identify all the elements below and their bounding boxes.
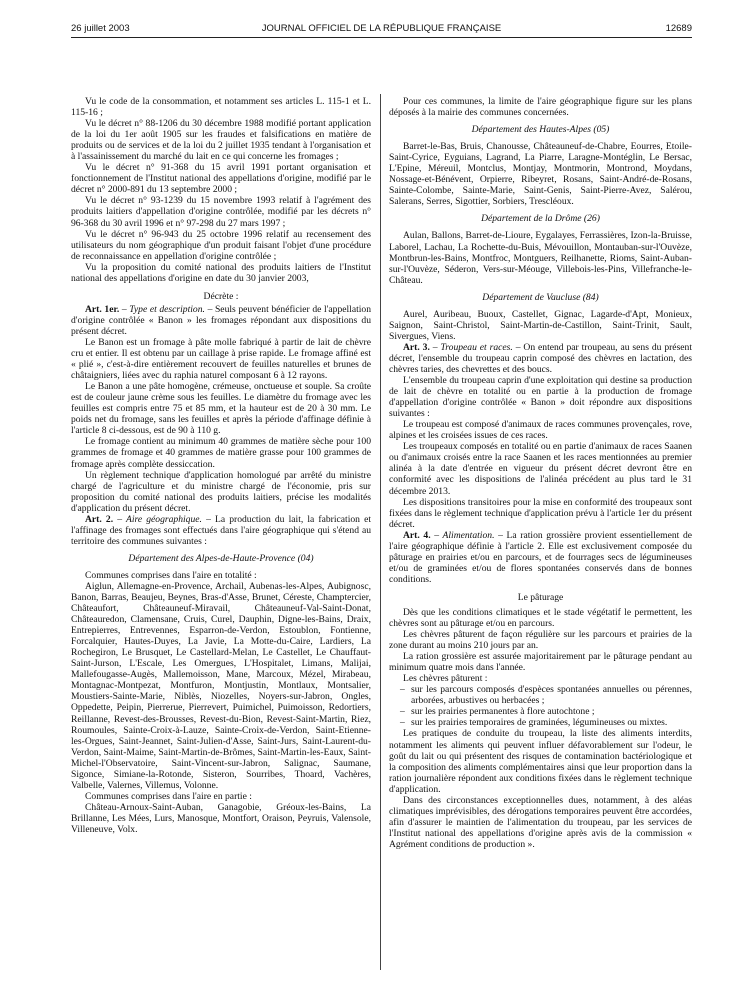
article-title: – Troupeau et races. <box>432 341 513 353</box>
article-1 <box>71 304 371 337</box>
body-paragraph: Les chèvres pâturent de façon régulière sur les parcours et prairies de la zone durant au moins 210 jours par an. <box>389 629 692 652</box>
article-title: – Aire géographique. <box>117 513 202 525</box>
visa-paragraph: Vu le décret n° 91-368 du 15 avril 1991 portant organisation et fonctionnement de l'Institut national des appellations d'origine, modifié par le décret n° 2000-891 du 13 septembre 2000 ; <box>71 162 371 196</box>
visa-paragraph: Vu le décret n° 88-1206 du 30 décembre 1988 modifié portant application de la loi du 1er août 1905 sur les fraudes et falsifications en matière de produits ou de services et de la loi du 2 juillet 1935 tendant à l'organisation et à l'assainissement du marché du lait en ce qui concerne les fromages ; <box>71 118 371 163</box>
body-paragraph: Le troupeau est composé d'animaux de races communes provençales, rove, alpines et les croisées issues de ces races. <box>389 419 692 442</box>
communes-label: Communes comprises dans l'aire en totalité : <box>85 569 257 581</box>
article-2 <box>71 514 371 547</box>
list-item: – sur les parcours composés d'espèces spontanées annuelles ou pérennes, arborées, arbustives ou herbacées ; <box>411 684 692 706</box>
body-paragraph: Les pratiques de conduite du troupeau, la liste des aliments interdits, notamment les aliments qui peuvent influer défavorablement sur l'odeur, le goût du lait ou qui présentent des risques de contamination bactériologique et la composition des aliments complémentaires ainsi que leur proportion dans la ration journalière répondent aux conditions fixées dans le règlement technique d'application. <box>389 728 692 795</box>
header-rule <box>71 37 692 38</box>
body-paragraph: Pour ces communes, la limite de l'aire géographique figure sur les plans déposés à la mairie des communes concernées. <box>389 96 692 119</box>
department-heading: Département des Alpes-de-Haute-Provence (04) <box>128 552 314 564</box>
article-text: – Seuls peuvent bénéficier de l'appellation d'origine contrôlée « Banon » les fromages répondant aux dispositions du présent décret. <box>71 303 372 337</box>
communes-list: Aiglun, Allemagne-en-Provence, Archail, Aubenas-les-Alpes, Aubignosc, Banon, Barras, Beaujeu, Beynes, Bras-d'Asse, Brunet, Céreste, Champtercier, Châteaufort, Châteauneuf-Miravail, Châteauneuf-Val-Saint-Donat, Châteauredon, Clamensane, Cruis, Curel, Dauphin, Digne-les-Bains, Draix, Entrepierres, Entrevennes, Esparron-de-Verdon, Estoublon, Fontienne, Forcalquier, Hautes-Duyes, La Javie, La Motte-du-Caire, Lardiers, La Rochegiron, Le Brusquet, Le Castellard-Melan, Le Castellet, Le Chauffaut-Saint-Jurson, L'Escale, Les Omergues, L'Hospitalet, Limans, Malijai, Mallefougasse-Augès, Mallemoisson, Mane, Marcoux, Mézel, Mirabeau, Montagnac-Montpezat, Montfuron, Montjustin, Montlaux, Montsalier, Moustiers-Sainte-Marie, Niblès, Niozelles, Noyers-sur-Jabron, Ongles, Oppedette, Peipin, Pierrerue, Pierrevert, Puimichel, Puimoisson, Redortiers, Reillanne, Revest-des-Brousses, Revest-du-Bion, Revest-Saint-Martin, Riez, Roumoules, Sainte-Croix-à-Lauze, Sainte-Croix-de-Verdon, Saint-Etienne-les-Orgues, Saint-Jeannet, Saint-Julien-d'Asse, Saint-Jurs, Saint-Laurent-du-Verdon, Saint-Maime, Saint-Martin-de-Brômes, Saint-Martin-les-Eaux, Saint-Michel-l'Observatoire, Saint-Vincent-sur-Jabron, Salignac, Saumane, Sigonce, Simiane-la-Rotonde, Sisteron, Sourribes, Thoard, Vachères, Valbelle, Valernes, Villemus, Volonne. <box>71 580 372 791</box>
department-heading: Département de Vaucluse (84) <box>482 291 599 303</box>
right-column <box>389 96 692 850</box>
body-paragraph: Les troupeaux composés en totalité ou en partie d'animaux de races Saanen ou d'animaux croisés entre la race Saanen et les races mentionnées au premier alinéa à la date d'entrée en vigueur du présent décret devront être en conformité avec les dispositions de l'alinéa précédent au plus tard le 31 décembre 2013. <box>389 441 692 497</box>
pasture-list <box>389 684 692 728</box>
visa-paragraph: Vu le décret n° 93-1239 du 15 novembre 1993 relatif à l'agrément des produits laitiers d'appellation d'origine contrôlée, modifié par les décrets n° 96-368 du 30 avril 1996 et n° 97-298 du 27 mars 1997 ; <box>71 195 371 229</box>
article-text: – La ration grossière provient essentiellement de l'aire géographique définie à l'article 2. Elle est exclusivement composée du pâturage en prairies et/ou en parcours, et de fourrages secs de légumineuses et/ou de graminées et/ou de flores spontanées conservés dans de bonnes conditions. <box>389 529 692 585</box>
body-paragraph: Le Banon a une pâte homogène, crémeuse, onctueuse et souple. Sa croûte est de couleur jaune crème sous les feuilles. Le diamètre du fromage avec les feuilles est compris entre 75 et 85 mm, et la hauteur est de 20 à 30 mm. Le poids net du fromage, sans les feuilles et après la période d'affinage définie à l'article 8 ci-dessous, est de 90 à 110 g. <box>71 381 371 437</box>
journal-title: JOURNAL OFFICIEL DE LA RÉPUBLIQUE FRANÇAISE <box>261 23 502 34</box>
body-paragraph: Les chèvres pâturent : <box>403 673 488 685</box>
body-paragraph: Un règlement technique d'application homologué par arrêté du ministre chargé de l'agriculture et du ministre chargé de l'économie, pris sur proposition du comité national des produits laitiers, précise les modalités d'application du présent décret. <box>71 469 371 514</box>
department-heading: Département de la Drôme (26) <box>481 213 600 225</box>
column-divider <box>380 94 381 970</box>
body-paragraph: Dans des circonstances exceptionnelles dues, notamment, à des aléas climatiques imprévisibles, des dérogations temporaires peuvent être accordées, afin d'assurer le maintien de l'alimentation du troupeau, par les services de l'Institut national des appellations d'origine après avis de la commission « Agrément conditions de production ». <box>389 794 692 850</box>
article-text: – La production du lait, la fabrication et l'affinage des fromages sont effectués dans l'aire géographique qui s'étend au territoire des communes suivantes : <box>71 513 371 547</box>
visa-paragraph: Vu le code de la consommation, et notamment ses articles L. 115-1 et L. 115-16 ; <box>71 96 371 119</box>
visa-paragraph: Vu la proposition du comité national des produits laitiers de l'Institut national des appellations d'origine en date du 30 janvier 2003, <box>71 261 371 284</box>
body-paragraph: Le Banon est un fromage à pâte molle fabriqué à partir de lait de chèvre cru et entier. Il est obtenu par un caillage à prise rapide. Le fromage affiné est « plié », c'est-à-dire entièrement recouvert de feuilles naturelles et brunes de châtaigniers, liées avec du raphia naturel composant 6 à 12 rayons. <box>71 336 371 382</box>
body-paragraph: Le fromage contient au minimum 40 grammes de matière sèche pour 100 grammes de fromage et 40 grammes de matière grasse pour 100 grammes de fromage après complète dessiccation. <box>71 436 371 470</box>
article-label: Art. 3. <box>403 341 430 353</box>
article-text: – On entend par troupeau, au sens du présent décret, l'ensemble du troupeau caprin composé des chèvres en lactation, des chèvres taries, des chevrettes et des boucs. <box>389 341 693 375</box>
decrete-heading: Décrète : <box>203 290 239 302</box>
left-column <box>71 96 371 835</box>
page-number: 12689 <box>665 23 692 34</box>
communes-label: Communes comprises dans l'aire en partie : <box>85 790 252 802</box>
list-item: – sur les prairies permanentes à flore autochtone ; <box>411 706 692 717</box>
page-header <box>71 20 692 36</box>
article-title: – Alimentation. <box>434 529 495 541</box>
body-paragraph: La ration grossière est assurée majoritairement par le pâturage pendant au minimum quatre mois dans l'année. <box>389 651 692 674</box>
list-item: – sur les prairies temporaires de graminées, légumineuses ou mixtes. <box>411 717 692 728</box>
body-paragraph: Les dispositions transitoires pour la mise en conformité des troupeaux sont fixées dans le règlement technique d'application prévu à l'article 1er du présent décret. <box>389 496 692 530</box>
article-label: Art. 4. <box>403 529 431 541</box>
communes-list: Barret-le-Bas, Bruis, Chanousse, Châteauneuf-de-Chabre, Eourres, Etoile-Saint-Cyrice, Eyguians, Lagrand, La Piarre, Laragne-Montéglin, Le Bersac, L'Epine, Méreuil, Montclus, Montjay, Montmorin, Montrond, Moydans, Nossage-et-Bénévent, Orpierre, Ribeyret, Rosans, Saint-André-de-Rosans, Sainte-Colombe, Sainte-Marie, Saint-Genis, Saint-Pierre-Avez, Salérou, Salerans, Serres, Sigottier, Sorbiers, Trescléoux. <box>389 141 692 208</box>
section-heading: Le pâturage <box>517 591 564 603</box>
article-label: Art. 1er. <box>85 303 120 315</box>
body-paragraph: L'ensemble du troupeau caprin d'une exploitation qui destine sa production de lait de chèvre en totalité ou en partie à la production de fromage d'appellation d'origine contrôlée « Banon » doit répondre aux dispositions suivantes : <box>389 375 692 420</box>
body-paragraph: Dès que les conditions climatiques et le stade végétatif le permettent, les chèvres sont au pâturage et/ou en parcours. <box>389 606 692 630</box>
article-title: – Type et description. <box>121 303 205 315</box>
header-date: 26 juillet 2003 <box>71 23 130 34</box>
article-4 <box>389 530 692 585</box>
department-heading: Département des Hautes-Alpes (05) <box>471 124 610 136</box>
communes-list: Aurel, Auribeau, Buoux, Castellet, Gignac, Lagarde-d'Apt, Monieux, Saignon, Saint-Christol, Saint-Martin-de-Castillon, Saint-Trinit, Sault, Sivergues, Viens. <box>389 308 692 342</box>
communes-list: Aulan, Ballons, Barret-de-Lioure, Eygalayes, Ferrassières, Izon-la-Bruisse, Laborel, Lachau, La Rochette-du-Buis, Mévouillon, Montauban-sur-l'Ouvèze, Montbrun-les-Bains, Montfroc, Montguers, Reilhanette, Rioms, Saint-Auban-sur-l'Ouvèze, Séderon, Vers-sur-Méouge, Villebois-les-Pins, Villefranche-le-Château. <box>389 230 692 286</box>
visa-paragraph: Vu le décret n° 96-943 du 25 octobre 1996 relatif au recensement des utilisateurs du nom géographique d'un produit faisant l'objet d'une procédure de reconnaissance en appellation d'origine contrôlée ; <box>71 228 371 262</box>
article-3 <box>389 342 692 375</box>
communes-list: Château-Arnoux-Saint-Auban, Ganagobie, Gréoux-les-Bains, La Brillanne, Les Mées, Lurs, Manosque, Montfort, Oraison, Peyruis, Valensole, Villeneuve, Volx. <box>71 801 371 835</box>
article-label: Art. 2. <box>85 513 114 525</box>
